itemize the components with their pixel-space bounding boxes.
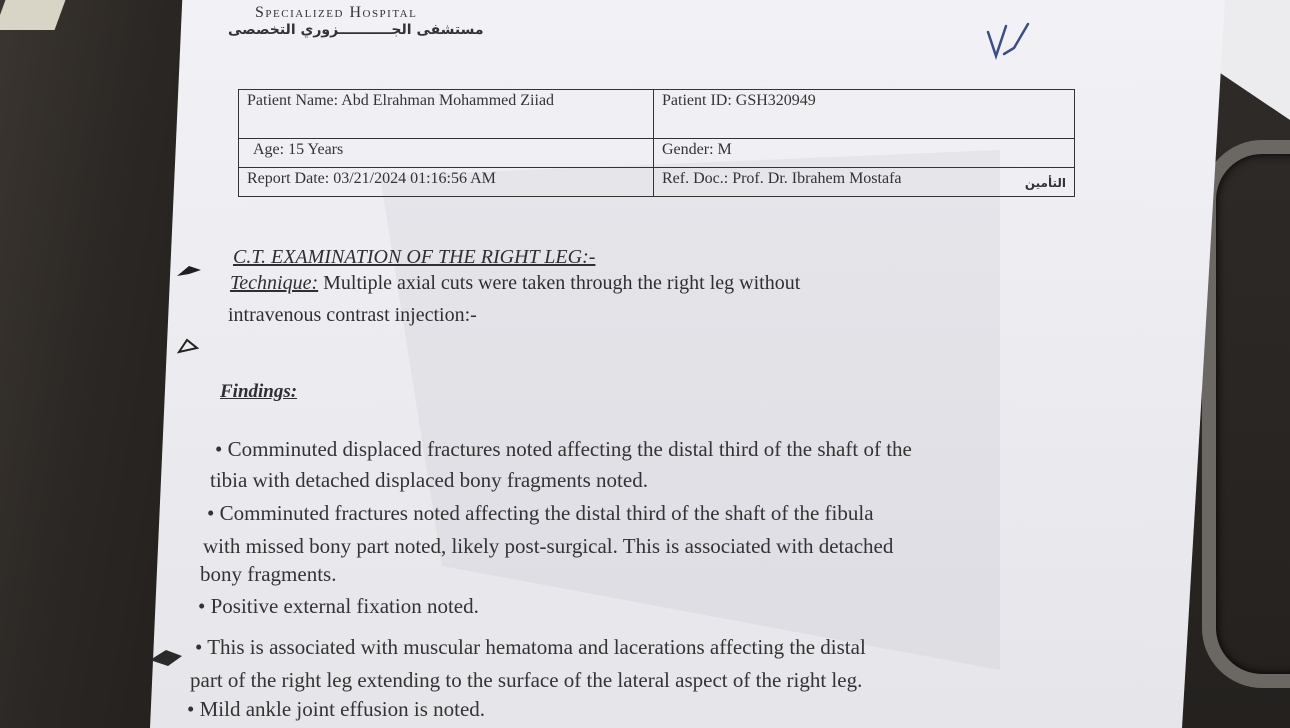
- hospital-name-arabic: مستشفى الجـــــــــــزوري التخصصى: [228, 22, 484, 38]
- patient-name-cell: Patient Name: Abd Elrahman Mohammed Ziiad: [239, 90, 654, 139]
- patient-info-table: [238, 89, 1075, 197]
- binder-clip-icon: [175, 336, 203, 356]
- technique-label: Technique:: [230, 272, 319, 294]
- findings-heading: Findings:: [220, 381, 298, 402]
- ref-doc-cell: [654, 168, 1075, 197]
- technique-text: Multiple axial cuts were taken through the right leg without: [318, 272, 801, 294]
- finding-line: with missed bony part noted, likely post-surgical. This is associated with detached: [203, 534, 894, 558]
- hospital-name-english: Specialized Hospital: [255, 4, 418, 21]
- ref-note-arabic: التأمين: [1024, 176, 1066, 190]
- binder-clip-icon: [175, 262, 203, 282]
- patient-age-cell: Age: 15 Years: [239, 139, 654, 168]
- patient-gender-cell: Gender: M: [654, 139, 1075, 168]
- finding-line: • Comminuted displaced fractures noted affecting the distal third of the shaft of the: [215, 437, 912, 461]
- finding-line: part of the right leg extending to the surface of the lateral aspect of the right leg.: [190, 668, 863, 692]
- finding-line: tibia with detached displaced bony fragments noted.: [210, 468, 648, 492]
- technique-line: [230, 272, 800, 295]
- report-date-cell: Report Date: 03/21/2024 01:16:56 AM: [239, 168, 654, 197]
- exam-title: C.T. EXAMINATION OF THE RIGHT LEG:-: [233, 246, 596, 268]
- patient-id-cell: Patient ID: GSH320949: [654, 90, 1075, 139]
- metal-ring-object: [1202, 140, 1290, 688]
- finding-line: • Comminuted fractures noted affecting the distal third of the shaft of the fibula: [207, 501, 874, 525]
- paper-corner: [0, 0, 65, 30]
- ref-doc-text: Ref. Doc.: Prof. Dr. Ibrahem Mostafa: [662, 170, 902, 187]
- check-mark-icon: [984, 18, 1034, 62]
- finding-line: • Mild ankle joint effusion is noted.: [187, 697, 486, 721]
- technique-continuation: intravenous contrast injection:-: [228, 304, 477, 326]
- finding-line: • This is associated with muscular hematoma and lacerations affecting the distal: [195, 635, 866, 659]
- finding-line: • Positive external fixation noted.: [198, 594, 479, 618]
- finding-line: bony fragments.: [200, 562, 337, 586]
- binder-clip-icon: [148, 646, 184, 670]
